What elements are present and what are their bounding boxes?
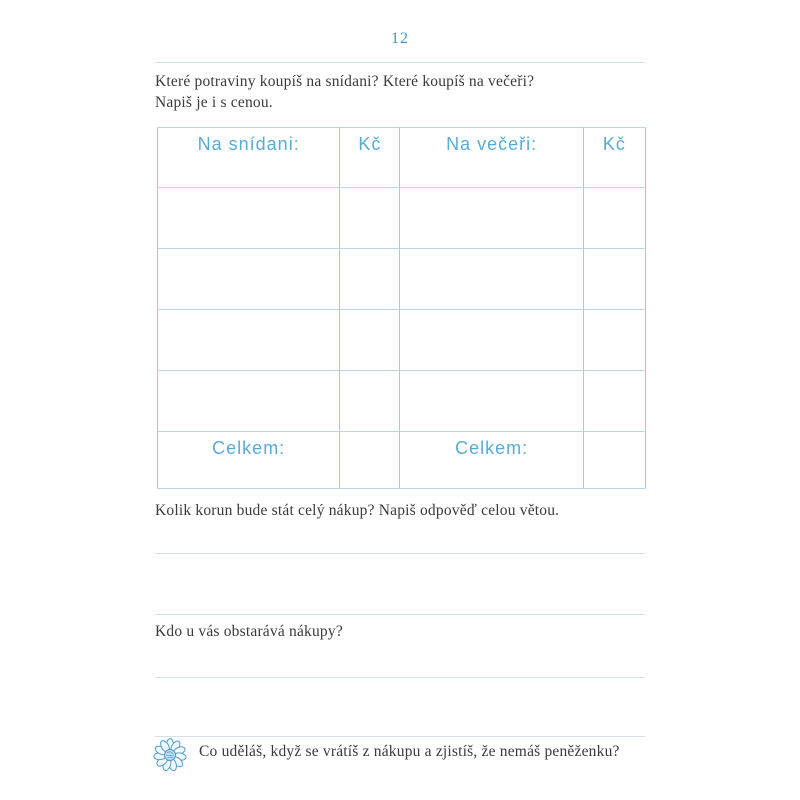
intro-line-1: Které potraviny koupíš na snídani? Které koupíš na večeři? — [155, 73, 535, 90]
table-empty-cell — [583, 188, 645, 249]
flower-icon — [150, 738, 190, 772]
header-currency-label: Kč — [602, 134, 626, 154]
answer-line — [155, 553, 645, 554]
table-empty-cell — [158, 371, 340, 432]
question-who-shops: Kdo u vás obstarává nákupy? — [155, 623, 343, 640]
table-empty-cell — [158, 188, 340, 249]
table-empty-cell — [583, 310, 645, 371]
table-empty-cell — [583, 249, 645, 310]
question-lost-wallet: Co uděláš, když se vrátíš z nákupu a zjistíš, že nemáš peněženku? — [199, 743, 620, 760]
total-right-label: Celkem: — [455, 438, 529, 458]
table-empty-cell — [340, 310, 400, 371]
exercise-intro — [155, 72, 534, 113]
table-empty-row — [158, 310, 646, 371]
table-empty-cell — [340, 371, 400, 432]
header-currency-label: Kč — [358, 134, 382, 154]
table-total-cell — [400, 432, 583, 489]
table-total-cell — [158, 432, 340, 489]
header-breakfast-label: Na snídani: — [197, 134, 300, 154]
table-empty-cell — [158, 310, 340, 371]
footer-divider — [155, 736, 645, 737]
table-total-value-cell — [340, 432, 400, 489]
table-empty-cell — [340, 188, 400, 249]
intro-line-2: Napiš je i s cenou. — [155, 93, 273, 111]
question-total-sentence: Kolik korun bude stát celý nákup? Napiš odpověď celou větou. — [155, 502, 560, 519]
table-header-cell — [158, 128, 340, 188]
table-header-row — [158, 128, 646, 188]
table-header-cell — [583, 128, 645, 188]
table-empty-cell — [400, 249, 583, 310]
table-empty-row — [158, 249, 646, 310]
table-empty-row — [158, 188, 646, 249]
table-header-cell — [340, 128, 400, 188]
page-number: 12 — [391, 30, 409, 47]
table-empty-cell — [583, 371, 645, 432]
table-header-cell — [400, 128, 583, 188]
table-total-value-cell — [583, 432, 645, 489]
table-empty-row — [158, 371, 646, 432]
table-empty-cell — [400, 371, 583, 432]
header-divider — [155, 62, 645, 63]
table-empty-cell — [340, 249, 400, 310]
table-empty-cell — [158, 249, 340, 310]
table-empty-rows — [158, 188, 646, 432]
shopping-table — [157, 127, 646, 489]
table-empty-cell — [400, 188, 583, 249]
answer-line — [155, 614, 645, 615]
total-left-label: Celkem: — [212, 438, 286, 458]
table-total-row — [158, 432, 646, 489]
answer-line — [155, 677, 645, 678]
header-dinner-label: Na večeři: — [446, 134, 538, 154]
table-empty-cell — [400, 310, 583, 371]
